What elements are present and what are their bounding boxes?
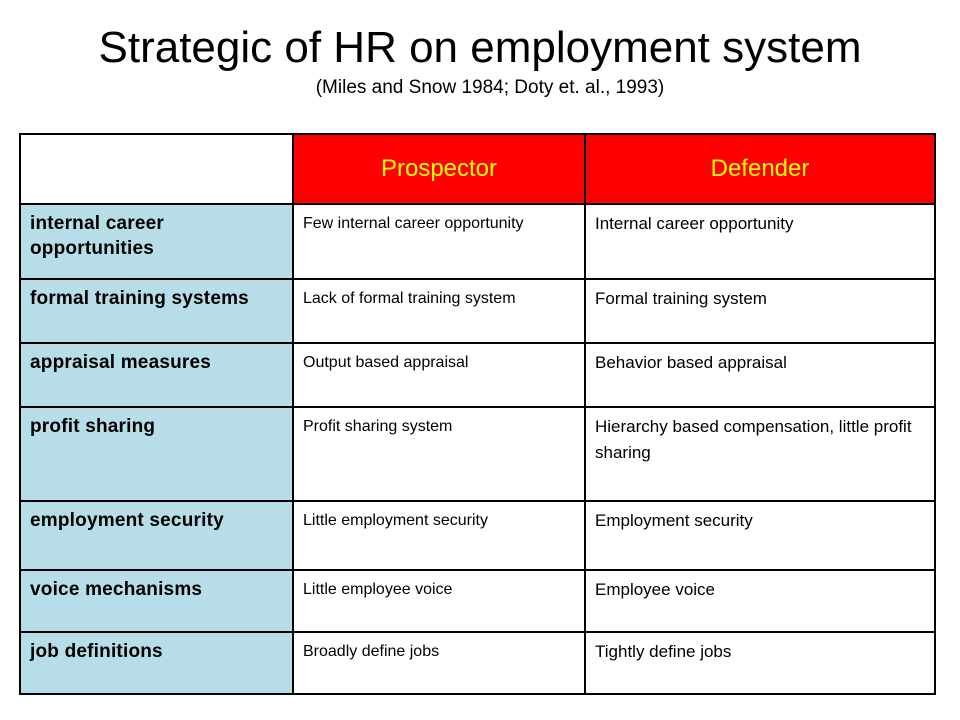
prospector-cell: Little employment security xyxy=(293,501,585,570)
row-label: formal training systems xyxy=(20,279,293,343)
slide-title: Strategic of HR on employment system xyxy=(98,23,862,72)
table-row xyxy=(20,407,935,501)
defender-cell: Employee voice xyxy=(585,570,935,632)
table-header-row xyxy=(20,134,935,204)
header-prospector: Prospector xyxy=(293,134,585,204)
prospector-cell: Broadly define jobs xyxy=(293,632,585,694)
row-label: internal career opportunities xyxy=(20,204,293,279)
prospector-cell: Profit sharing system xyxy=(293,407,585,501)
row-label: voice mechanisms xyxy=(20,570,293,632)
prospector-cell: Output based appraisal xyxy=(293,343,585,407)
header-defender: Defender xyxy=(585,134,935,204)
table-row xyxy=(20,501,935,570)
defender-cell: Tightly define jobs xyxy=(585,632,935,694)
prospector-cell: Few internal career opportunity xyxy=(293,204,585,279)
defender-cell: Behavior based appraisal xyxy=(585,343,935,407)
prospector-cell: Lack of formal training system xyxy=(293,279,585,343)
table-row xyxy=(20,204,935,279)
defender-cell: Formal training system xyxy=(585,279,935,343)
table-row xyxy=(20,343,935,407)
row-label: employment security xyxy=(20,501,293,570)
defender-cell: Employment security xyxy=(585,501,935,570)
row-label: job definitions xyxy=(20,632,293,694)
comparison-table xyxy=(19,133,936,695)
header-corner-cell xyxy=(20,134,293,204)
prospector-cell: Little employee voice xyxy=(293,570,585,632)
table-row xyxy=(20,570,935,632)
defender-cell: Internal career opportunity xyxy=(585,204,935,279)
row-label: appraisal measures xyxy=(20,343,293,407)
row-label: profit sharing xyxy=(20,407,293,501)
slide-subtitle: (Miles and Snow 1984; Doty et. al., 1993) xyxy=(315,77,665,98)
table-row xyxy=(20,279,935,343)
table-row xyxy=(20,632,935,694)
defender-cell: Hierarchy based compensation, little profit sharing xyxy=(585,407,935,501)
